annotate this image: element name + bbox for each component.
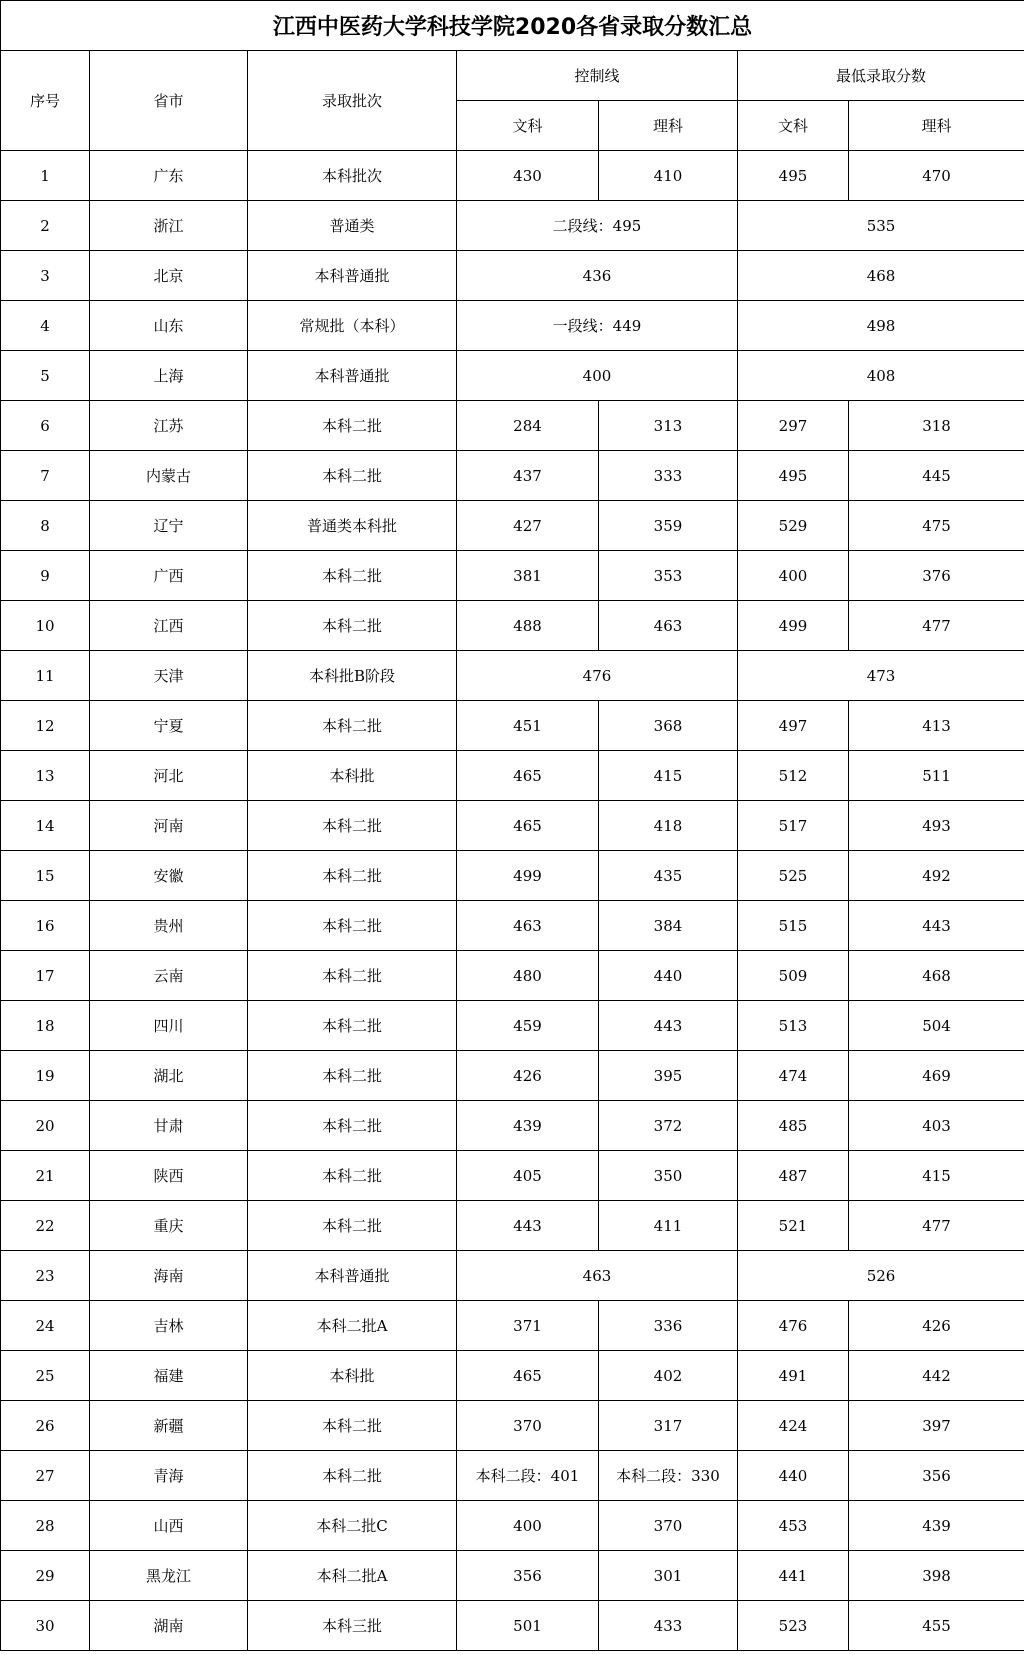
- cell-control-arts: 488: [457, 601, 599, 651]
- cell-min-arts: 440: [738, 1451, 849, 1501]
- cell-seq: 15: [1, 851, 90, 901]
- cell-control-science: 435: [599, 851, 738, 901]
- table-row: [1, 1501, 1024, 1551]
- cell-batch: 本科二批: [248, 451, 457, 501]
- cell-control-science: 440: [599, 951, 738, 1001]
- cell-seq: 24: [1, 1301, 90, 1351]
- table-row: [1, 501, 1024, 551]
- cell-province: 青海: [90, 1451, 248, 1501]
- header-province: 省市: [90, 51, 248, 151]
- header-control-arts: 文科: [457, 101, 599, 151]
- cell-batch: 本科二批: [248, 1451, 457, 1501]
- cell-min-arts: 497: [738, 701, 849, 751]
- cell-control-arts: 499: [457, 851, 599, 901]
- cell-min-science: 397: [849, 1401, 1024, 1451]
- table-row: [1, 301, 1024, 351]
- cell-seq: 12: [1, 701, 90, 751]
- cell-control-line: 436: [457, 251, 738, 301]
- cell-min-science: 426: [849, 1301, 1024, 1351]
- table-row: [1, 351, 1024, 401]
- cell-min-arts: 521: [738, 1201, 849, 1251]
- cell-control-arts: 430: [457, 151, 599, 201]
- header-min-science: 理科: [849, 101, 1024, 151]
- cell-seq: 2: [1, 201, 90, 251]
- cell-min-science: 511: [849, 751, 1024, 801]
- cell-min-arts: 485: [738, 1101, 849, 1151]
- cell-province: 海南: [90, 1251, 248, 1301]
- cell-min-science: 455: [849, 1601, 1024, 1651]
- cell-control-science: 370: [599, 1501, 738, 1551]
- cell-batch: 本科二批: [248, 601, 457, 651]
- header-min-arts: 文科: [738, 101, 849, 151]
- cell-control-arts: 371: [457, 1301, 599, 1351]
- cell-batch: 本科批B阶段: [248, 651, 457, 701]
- cell-batch: 本科二批: [248, 1101, 457, 1151]
- cell-control-arts: 本科二段：401: [457, 1451, 599, 1501]
- cell-seq: 29: [1, 1551, 90, 1601]
- cell-control-arts: 451: [457, 701, 599, 751]
- cell-min-arts: 400: [738, 551, 849, 601]
- cell-province: 山西: [90, 1501, 248, 1551]
- cell-control-arts: 465: [457, 751, 599, 801]
- cell-control-science: 359: [599, 501, 738, 551]
- cell-seq: 18: [1, 1001, 90, 1051]
- cell-control-science: 372: [599, 1101, 738, 1151]
- cell-seq: 30: [1, 1601, 90, 1651]
- table-row: [1, 1551, 1024, 1601]
- cell-control-science: 418: [599, 801, 738, 851]
- cell-min-science: 477: [849, 1201, 1024, 1251]
- cell-seq: 4: [1, 301, 90, 351]
- cell-province: 湖北: [90, 1051, 248, 1101]
- cell-min-arts: 495: [738, 451, 849, 501]
- cell-batch: 本科二批: [248, 851, 457, 901]
- cell-min-score: 498: [738, 301, 1024, 351]
- cell-province: 安徽: [90, 851, 248, 901]
- table-row: [1, 701, 1024, 751]
- cell-min-science: 469: [849, 1051, 1024, 1101]
- cell-seq: 10: [1, 601, 90, 651]
- cell-batch: 本科批: [248, 751, 457, 801]
- cell-control-line: 400: [457, 351, 738, 401]
- table-row: [1, 951, 1024, 1001]
- cell-province: 河北: [90, 751, 248, 801]
- cell-min-science: 439: [849, 1501, 1024, 1551]
- cell-province: 宁夏: [90, 701, 248, 751]
- cell-batch: 本科普通批: [248, 251, 457, 301]
- cell-seq: 20: [1, 1101, 90, 1151]
- cell-min-arts: 476: [738, 1301, 849, 1351]
- cell-min-science: 398: [849, 1551, 1024, 1601]
- cell-control-science: 411: [599, 1201, 738, 1251]
- cell-min-arts: 499: [738, 601, 849, 651]
- cell-control-arts: 480: [457, 951, 599, 1001]
- cell-control-science: 336: [599, 1301, 738, 1351]
- cell-batch: 本科二批: [248, 1151, 457, 1201]
- cell-seq: 9: [1, 551, 90, 601]
- cell-control-line: 一段线：449: [457, 301, 738, 351]
- table-row: [1, 1601, 1024, 1651]
- cell-control-science: 415: [599, 751, 738, 801]
- cell-control-arts: 463: [457, 901, 599, 951]
- cell-province: 陕西: [90, 1151, 248, 1201]
- cell-seq: 19: [1, 1051, 90, 1101]
- cell-min-science: 403: [849, 1101, 1024, 1151]
- cell-batch: 本科三批: [248, 1601, 457, 1651]
- cell-min-science: 356: [849, 1451, 1024, 1501]
- cell-province: 广东: [90, 151, 248, 201]
- cell-control-science: 317: [599, 1401, 738, 1451]
- cell-min-score: 473: [738, 651, 1024, 701]
- cell-min-arts: 495: [738, 151, 849, 201]
- cell-seq: 11: [1, 651, 90, 701]
- header-min-score: 最低录取分数: [738, 51, 1024, 101]
- cell-seq: 26: [1, 1401, 90, 1451]
- cell-seq: 13: [1, 751, 90, 801]
- cell-control-science: 313: [599, 401, 738, 451]
- cell-batch: 本科二批A: [248, 1301, 457, 1351]
- table-row: [1, 1401, 1024, 1451]
- cell-control-line: 463: [457, 1251, 738, 1301]
- cell-control-arts: 370: [457, 1401, 599, 1451]
- table-row: [1, 1251, 1024, 1301]
- cell-batch: 本科二批: [248, 701, 457, 751]
- cell-min-science: 415: [849, 1151, 1024, 1201]
- cell-province: 新疆: [90, 1401, 248, 1451]
- table-row: [1, 1351, 1024, 1401]
- table-row: [1, 551, 1024, 601]
- cell-control-arts: 284: [457, 401, 599, 451]
- cell-min-arts: 509: [738, 951, 849, 1001]
- cell-min-arts: 529: [738, 501, 849, 551]
- cell-min-science: 492: [849, 851, 1024, 901]
- cell-control-science: 333: [599, 451, 738, 501]
- cell-province: 河南: [90, 801, 248, 851]
- table-row: [1, 1301, 1024, 1351]
- cell-province: 上海: [90, 351, 248, 401]
- table-row: [1, 851, 1024, 901]
- cell-control-science: 433: [599, 1601, 738, 1651]
- header-row-1: [1, 51, 1024, 101]
- cell-batch: 普通类: [248, 201, 457, 251]
- cell-province: 甘肃: [90, 1101, 248, 1151]
- cell-min-arts: 453: [738, 1501, 849, 1551]
- cell-seq: 14: [1, 801, 90, 851]
- cell-min-arts: 487: [738, 1151, 849, 1201]
- cell-province: 福建: [90, 1351, 248, 1401]
- table-row: [1, 751, 1024, 801]
- table-row: [1, 651, 1024, 701]
- cell-batch: 本科二批: [248, 1001, 457, 1051]
- cell-batch: 本科二批: [248, 1401, 457, 1451]
- cell-min-science: 376: [849, 551, 1024, 601]
- cell-seq: 8: [1, 501, 90, 551]
- cell-seq: 7: [1, 451, 90, 501]
- cell-seq: 27: [1, 1451, 90, 1501]
- cell-control-line: 二段线：495: [457, 201, 738, 251]
- cell-min-arts: 297: [738, 401, 849, 451]
- cell-batch: 本科普通批: [248, 351, 457, 401]
- cell-seq: 28: [1, 1501, 90, 1551]
- cell-control-arts: 501: [457, 1601, 599, 1651]
- title-row: [1, 1, 1024, 51]
- table-row: [1, 1101, 1024, 1151]
- cell-control-line: 476: [457, 651, 738, 701]
- cell-batch: 本科二批: [248, 1051, 457, 1101]
- header-control-line: 控制线: [457, 51, 738, 101]
- cell-seq: 17: [1, 951, 90, 1001]
- cell-province: 黑龙江: [90, 1551, 248, 1601]
- table-row: [1, 1451, 1024, 1501]
- cell-province: 四川: [90, 1001, 248, 1051]
- table-row: [1, 451, 1024, 501]
- cell-province: 山东: [90, 301, 248, 351]
- cell-control-science: 本科二段：330: [599, 1451, 738, 1501]
- cell-seq: 3: [1, 251, 90, 301]
- cell-min-science: 475: [849, 501, 1024, 551]
- cell-seq: 16: [1, 901, 90, 951]
- cell-batch: 本科批: [248, 1351, 457, 1401]
- cell-control-arts: 405: [457, 1151, 599, 1201]
- cell-min-science: 445: [849, 451, 1024, 501]
- header-control-science: 理科: [599, 101, 738, 151]
- cell-batch: 本科二批: [248, 801, 457, 851]
- cell-control-arts: 400: [457, 1501, 599, 1551]
- cell-seq: 6: [1, 401, 90, 451]
- cell-min-science: 318: [849, 401, 1024, 451]
- table-title: 江西中医药大学科技学院2020各省录取分数汇总: [1, 1, 1024, 51]
- cell-control-science: 402: [599, 1351, 738, 1401]
- cell-province: 贵州: [90, 901, 248, 951]
- cell-province: 北京: [90, 251, 248, 301]
- cell-seq: 1: [1, 151, 90, 201]
- table-row: [1, 601, 1024, 651]
- table-row: [1, 1201, 1024, 1251]
- cell-min-arts: 424: [738, 1401, 849, 1451]
- cell-province: 吉林: [90, 1301, 248, 1351]
- cell-province: 辽宁: [90, 501, 248, 551]
- cell-control-science: 353: [599, 551, 738, 601]
- cell-min-arts: 512: [738, 751, 849, 801]
- cell-control-arts: 465: [457, 801, 599, 851]
- cell-province: 重庆: [90, 1201, 248, 1251]
- cell-min-science: 477: [849, 601, 1024, 651]
- table-row: [1, 1001, 1024, 1051]
- cell-control-arts: 381: [457, 551, 599, 601]
- cell-batch: 本科二批: [248, 1201, 457, 1251]
- cell-control-science: 350: [599, 1151, 738, 1201]
- cell-min-science: 442: [849, 1351, 1024, 1401]
- cell-min-score: 468: [738, 251, 1024, 301]
- cell-min-science: 493: [849, 801, 1024, 851]
- header-seq: 序号: [1, 51, 90, 151]
- cell-seq: 23: [1, 1251, 90, 1301]
- cell-control-science: 301: [599, 1551, 738, 1601]
- cell-province: 广西: [90, 551, 248, 601]
- cell-batch: 本科二批A: [248, 1551, 457, 1601]
- cell-batch: 本科二批C: [248, 1501, 457, 1551]
- cell-seq: 22: [1, 1201, 90, 1251]
- cell-control-arts: 427: [457, 501, 599, 551]
- cell-control-arts: 356: [457, 1551, 599, 1601]
- cell-min-arts: 517: [738, 801, 849, 851]
- table-row: [1, 1151, 1024, 1201]
- table-row: [1, 801, 1024, 851]
- cell-batch: 本科普通批: [248, 1251, 457, 1301]
- cell-min-arts: 523: [738, 1601, 849, 1651]
- cell-control-arts: 439: [457, 1101, 599, 1151]
- cell-min-arts: 441: [738, 1551, 849, 1601]
- table-row: [1, 151, 1024, 201]
- cell-seq: 21: [1, 1151, 90, 1201]
- cell-control-science: 463: [599, 601, 738, 651]
- cell-control-science: 368: [599, 701, 738, 751]
- cell-min-science: 443: [849, 901, 1024, 951]
- cell-control-arts: 437: [457, 451, 599, 501]
- cell-min-science: 504: [849, 1001, 1024, 1051]
- header-batch: 录取批次: [248, 51, 457, 151]
- cell-province: 内蒙古: [90, 451, 248, 501]
- cell-batch: 常规批（本科）: [248, 301, 457, 351]
- cell-min-arts: 525: [738, 851, 849, 901]
- cell-min-science: 470: [849, 151, 1024, 201]
- cell-min-score: 408: [738, 351, 1024, 401]
- cell-min-arts: 515: [738, 901, 849, 951]
- cell-seq: 25: [1, 1351, 90, 1401]
- cell-control-arts: 465: [457, 1351, 599, 1401]
- cell-province: 天津: [90, 651, 248, 701]
- cell-province: 浙江: [90, 201, 248, 251]
- cell-control-arts: 459: [457, 1001, 599, 1051]
- table-row: [1, 251, 1024, 301]
- cell-province: 江西: [90, 601, 248, 651]
- cell-province: 云南: [90, 951, 248, 1001]
- cell-province: 江苏: [90, 401, 248, 451]
- cell-control-science: 384: [599, 901, 738, 951]
- cell-min-arts: 474: [738, 1051, 849, 1101]
- cell-batch: 本科批次: [248, 151, 457, 201]
- table-row: [1, 401, 1024, 451]
- cell-control-science: 443: [599, 1001, 738, 1051]
- cell-batch: 普通类本科批: [248, 501, 457, 551]
- cell-min-score: 526: [738, 1251, 1024, 1301]
- cell-min-science: 468: [849, 951, 1024, 1001]
- cell-control-arts: 426: [457, 1051, 599, 1101]
- table-row: [1, 901, 1024, 951]
- cell-control-arts: 443: [457, 1201, 599, 1251]
- cell-batch: 本科二批: [248, 951, 457, 1001]
- cell-seq: 5: [1, 351, 90, 401]
- cell-control-science: 410: [599, 151, 738, 201]
- cell-min-science: 413: [849, 701, 1024, 751]
- cell-control-science: 395: [599, 1051, 738, 1101]
- cell-min-score: 535: [738, 201, 1024, 251]
- cell-batch: 本科二批: [248, 551, 457, 601]
- table-row: [1, 201, 1024, 251]
- cell-province: 湖南: [90, 1601, 248, 1651]
- cell-batch: 本科二批: [248, 901, 457, 951]
- cell-batch: 本科二批: [248, 401, 457, 451]
- table-row: [1, 1051, 1024, 1101]
- cell-min-arts: 491: [738, 1351, 849, 1401]
- cell-min-arts: 513: [738, 1001, 849, 1051]
